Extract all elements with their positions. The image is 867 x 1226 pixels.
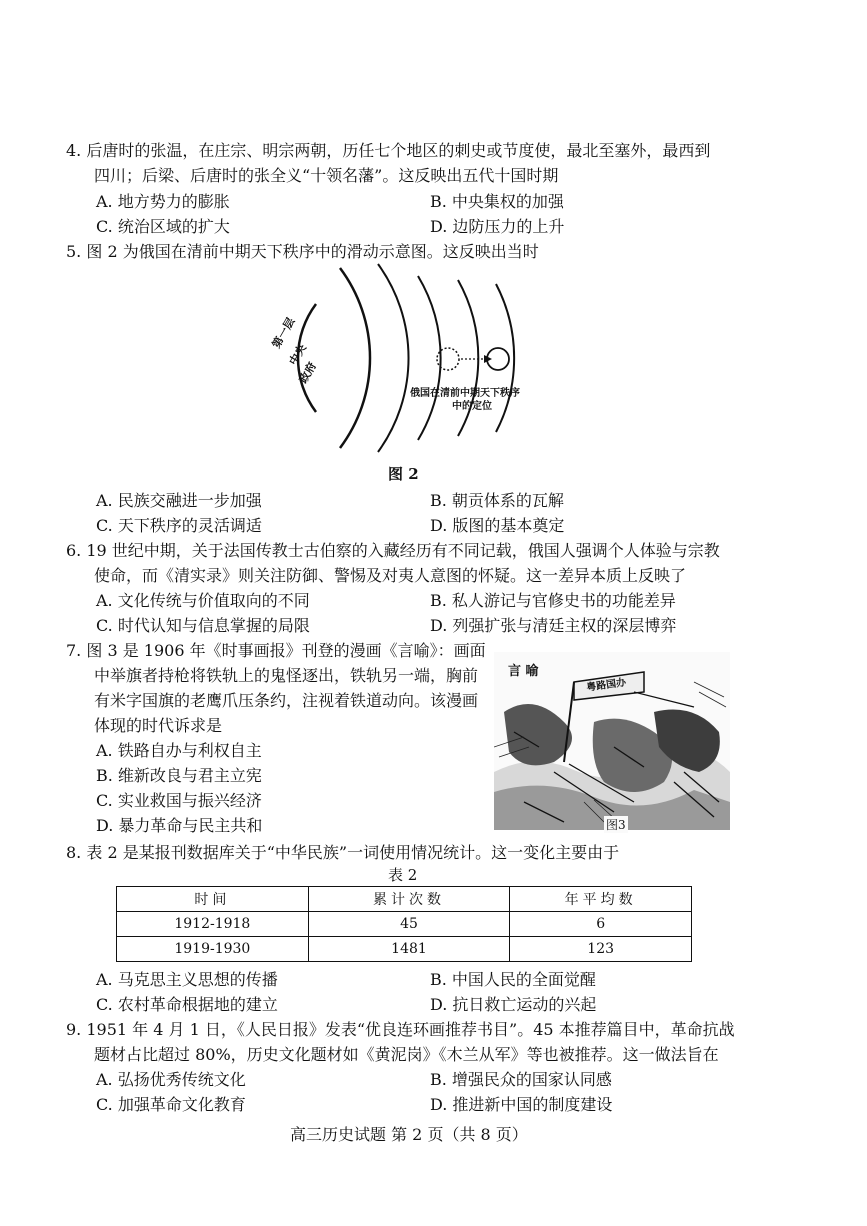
- q7-option-c: C. 实业救国与振兴经济: [96, 791, 262, 810]
- table-2-title: 表 2: [388, 866, 418, 884]
- ring-4: [418, 276, 441, 440]
- q7-stem-line4: 体现的时代诉求是: [94, 716, 223, 735]
- table-header-total: 累计次数: [308, 887, 510, 912]
- table-header-row: [117, 887, 692, 912]
- table-cell: 1481: [308, 937, 510, 962]
- q5-option-a: A. 民族交融进一步加强: [96, 491, 262, 510]
- table-cell: 45: [308, 912, 510, 937]
- fig2-center-label-3: 政府: [296, 359, 319, 386]
- q4-stem-line1: 4. 后唐时的张温，在庄宗、明宗两朝，历任七个地区的刺史或节度使，最北至塞外，最西到: [66, 141, 711, 160]
- fig2-position-label-2: 中的定位: [452, 401, 492, 412]
- table-2: [116, 886, 692, 962]
- q6-stem-line1: 6. 19 世纪中期，关于法国传教士古伯察的入藏经历有不同记载，俄国人强调个人体验与宗教: [66, 541, 720, 560]
- q4-stem-line2: 四川；后梁、后唐时的张全义“十领名藩”。这反映出五代十国时期: [94, 166, 559, 185]
- q7-option-a: A. 铁路自办与利权自主: [96, 741, 262, 760]
- q6-stem-line2: 使命，而《清实录》则关注防御、警惕及对夷人意图的怀疑。这一差异本质上反映了: [94, 566, 687, 585]
- q6-option-b: B. 私人游记与官修史书的功能差异: [430, 591, 676, 610]
- table-cell: 6: [510, 912, 692, 937]
- q9-option-c: C. 加强革命文化教育: [96, 1095, 246, 1114]
- cartoon-title: 言 喻: [508, 664, 539, 679]
- ring-6: [496, 284, 514, 432]
- q8-stem: 8. 表 2 是某报刊数据库关于“中华民族”一词使用情况统计。这一变化主要由于: [66, 843, 620, 862]
- q9-option-b: B. 增强民众的国家认同感: [430, 1070, 612, 1089]
- table-header-average: 年平均数: [510, 887, 692, 912]
- figure-2-caption: 图 2: [388, 465, 419, 483]
- q4-option-a: A. 地方势力的膨胀: [96, 192, 230, 211]
- table-cell: 1912-1918: [117, 912, 309, 937]
- q8-option-c: C. 农村革命根据地的建立: [96, 995, 278, 1014]
- table-cell: 123: [510, 937, 692, 962]
- q5-option-b: B. 朝贡体系的瓦解: [430, 491, 564, 510]
- q5-stem: 5. 图 2 为俄国在清前中期天下秩序中的滑动示意图。这反映出当时: [66, 242, 539, 261]
- q9-option-d: D. 推进新中国的制度建设: [430, 1095, 613, 1114]
- fig2-center-label-1: 第一层: [269, 315, 298, 351]
- figure-3-cartoon: [494, 652, 730, 830]
- q6-option-d: D. 列强扩张与清廷主权的深层博弈: [430, 616, 677, 635]
- q9-stem-line2: 题材占比超过 80%，历史文化题材如《黄泥岗》《木兰从军》等也被推荐。这一做法旨在: [94, 1045, 719, 1064]
- q9-stem-line1: 9. 1951 年 4 月 1 日，《人民日报》发表“优良连环画推荐书目”。45 本推荐篇目中，革命抗战: [66, 1020, 735, 1039]
- q8-option-a: A. 马克思主义思想的传播: [96, 970, 278, 989]
- q4-option-d: D. 边防压力的上升: [430, 217, 565, 236]
- table-header-time: 时间: [117, 887, 309, 912]
- q7-stem-line3: 有米字国旗的老鹰爪压条约，注视着铁道动向。该漫画: [94, 691, 479, 710]
- table-row: [117, 912, 692, 937]
- q8-option-b: B. 中国人民的全面觉醒: [430, 970, 596, 989]
- q7-option-d: D. 暴力革命与民主共和: [96, 816, 263, 835]
- ring-5: [458, 280, 478, 436]
- figure-3-caption: 图3: [606, 818, 626, 832]
- q5-option-d: D. 版图的基本奠定: [430, 516, 565, 535]
- q7-stem-line2: 中举旗者持枪将铁轨上的鬼怪逐出，铁轨另一端，胸前: [94, 666, 479, 685]
- page-footer: 高三历史试题 第 2 页（共 8 页）: [290, 1125, 528, 1144]
- q4-option-c: C. 统治区域的扩大: [96, 217, 230, 236]
- ring-3: [378, 264, 409, 452]
- q4-option-b: B. 中央集权的加强: [430, 192, 564, 211]
- fig2-position-label-1: 俄国在清前中期天下秩序: [410, 388, 520, 399]
- fig2-center-label-2: 中央: [286, 341, 309, 368]
- table-row: [117, 937, 692, 962]
- q6-option-c: C. 时代认知与信息掌握的局限: [96, 616, 310, 635]
- q7-stem-line1: 7. 图 3 是 1906 年《时事画报》刊登的漫画《言喻》：画面: [66, 641, 486, 660]
- ring-2: [340, 268, 370, 448]
- cartoon-flag-text: 粤路国办: [585, 677, 627, 694]
- table-cell: 1919-1930: [117, 937, 309, 962]
- q5-option-c: C. 天下秩序的灵活调适: [96, 516, 262, 535]
- q7-option-b: B. 维新改良与君主立宪: [96, 766, 262, 785]
- q8-option-d: D. 抗日救亡运动的兴起: [430, 995, 597, 1014]
- q6-option-a: A. 文化传统与价值取向的不同: [96, 591, 310, 610]
- q9-option-a: A. 弘扬优秀传统文化: [96, 1070, 246, 1089]
